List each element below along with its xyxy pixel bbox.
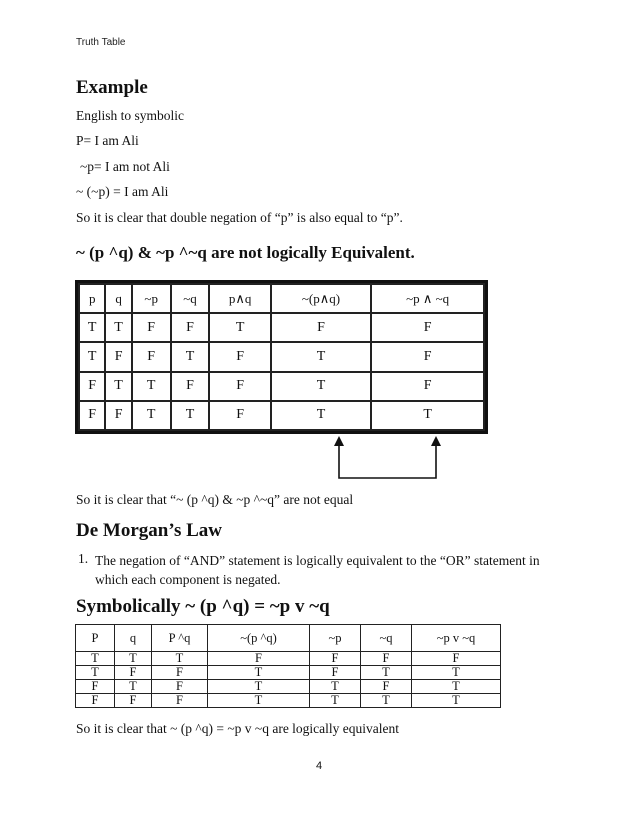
table-row: [76, 680, 501, 694]
table-cell: T: [412, 666, 501, 680]
demorgan-statement: The negation of “AND” statement is logically equivalent to the “OR” statement in which each component is negated.: [95, 553, 540, 587]
table-header-cell: q: [115, 625, 152, 652]
table-cell: F: [208, 652, 310, 666]
table-header-cell: ~(p∧q): [271, 284, 372, 313]
comparison-arrows: [0, 434, 638, 484]
table-header-cell: ~q: [361, 625, 412, 652]
table-cell: T: [208, 694, 310, 708]
table-header-cell: p: [79, 284, 105, 313]
table-cell: F: [412, 652, 501, 666]
table-cell: T: [171, 401, 210, 430]
demorgan-table: [75, 624, 501, 708]
example-line-3: ~p= I am not Ali: [80, 159, 170, 174]
table-cell: F: [171, 372, 210, 401]
table-cell: F: [76, 694, 115, 708]
table-cell: T: [361, 694, 412, 708]
table-cell: F: [361, 680, 412, 694]
table-cell: T: [208, 666, 310, 680]
table-cell: F: [79, 372, 105, 401]
table-row: [79, 342, 484, 371]
table-cell: T: [271, 342, 372, 371]
table-cell: T: [271, 401, 372, 430]
table-row: [79, 313, 484, 342]
table-cell: T: [76, 666, 115, 680]
table-cell: T: [132, 401, 171, 430]
table-cell: F: [132, 313, 171, 342]
up-arrow-icon: [334, 436, 344, 446]
table-cell: T: [79, 342, 105, 371]
table-header-cell: ~(p ^q): [208, 625, 310, 652]
page-number: 4: [315, 760, 323, 772]
table-cell: T: [271, 372, 372, 401]
table-cell: T: [105, 313, 131, 342]
table-cell: F: [371, 313, 484, 342]
table-header-cell: ~p: [310, 625, 361, 652]
example-line-2: P= I am Ali: [76, 133, 139, 148]
table-cell: T: [310, 680, 361, 694]
table-header-cell: p∧q: [209, 284, 270, 313]
example-heading: Example: [76, 77, 148, 98]
table-cell: T: [152, 652, 208, 666]
table-row: [76, 666, 501, 680]
table-cell: T: [371, 401, 484, 430]
up-arrow-icon: [431, 436, 441, 446]
table-header-cell: ~q: [171, 284, 210, 313]
running-header: Truth Table: [76, 37, 126, 48]
table-cell: F: [209, 372, 270, 401]
table-cell: T: [171, 342, 210, 371]
demorgan-heading: De Morgan’s Law: [76, 520, 222, 541]
table-cell: T: [79, 313, 105, 342]
table-cell: T: [412, 680, 501, 694]
table-cell: F: [371, 372, 484, 401]
demorgan-table-container: [75, 624, 501, 708]
table-header-cell: ~p: [132, 284, 171, 313]
table-header-cell: ~p v ~q: [412, 625, 501, 652]
table-header-cell: q: [105, 284, 131, 313]
table-cell: T: [105, 372, 131, 401]
table-cell: F: [105, 342, 131, 371]
arrow-bracket: [339, 442, 436, 478]
table-cell: F: [361, 652, 412, 666]
symbolic-heading: Symbolically ~ (p ^q) = ~p v ~q: [76, 596, 330, 617]
table-header-cell: ~p ∧ ~q: [371, 284, 484, 313]
table-cell: F: [115, 666, 152, 680]
table-cell: F: [152, 680, 208, 694]
table-cell: F: [76, 680, 115, 694]
equivalent-conclusion: So it is clear that ~ (p ^q) = ~p v ~q are logically equivalent: [76, 721, 400, 736]
table-cell: F: [152, 666, 208, 680]
table-cell: T: [208, 680, 310, 694]
table-header-row: [76, 625, 501, 652]
table-cell: F: [209, 401, 270, 430]
list-number: 1.: [78, 551, 89, 566]
table-cell: F: [310, 666, 361, 680]
table-cell: T: [132, 372, 171, 401]
table-cell: T: [310, 694, 361, 708]
table-cell: T: [115, 680, 152, 694]
table-cell: F: [132, 342, 171, 371]
table-cell: F: [371, 342, 484, 371]
table-cell: T: [115, 652, 152, 666]
table-cell: F: [171, 313, 210, 342]
example-line-4: ~ (~p) = I am Ali: [76, 184, 169, 199]
table-row: [79, 401, 484, 430]
table-cell: F: [115, 694, 152, 708]
truth-table-image: [75, 280, 488, 434]
table-cell: F: [105, 401, 131, 430]
table-row: [79, 372, 484, 401]
truth-table-1: [78, 283, 485, 431]
table-header-row: [79, 284, 484, 313]
section-heading-not-equivalent: ~ (p ^q) & ~p ^~q are not logically Equivalent.: [76, 243, 415, 262]
not-equal-conclusion: So it is clear that “~ (p ^q) & ~p ^~q” are not equal: [76, 492, 354, 507]
example-conclusion: So it is clear that double negation of “p” is also equal to “p”.: [76, 210, 403, 225]
table-row: [76, 694, 501, 708]
table-cell: F: [271, 313, 372, 342]
table-row: [76, 652, 501, 666]
table-cell: T: [76, 652, 115, 666]
table-cell: F: [209, 342, 270, 371]
table-cell: F: [79, 401, 105, 430]
table-cell: F: [310, 652, 361, 666]
example-line-1: English to symbolic: [76, 108, 184, 123]
table-cell: T: [361, 666, 412, 680]
table-header-cell: P: [76, 625, 115, 652]
table-cell: T: [209, 313, 270, 342]
table-header-cell: P ^q: [152, 625, 208, 652]
table-cell: F: [152, 694, 208, 708]
table-cell: T: [412, 694, 501, 708]
